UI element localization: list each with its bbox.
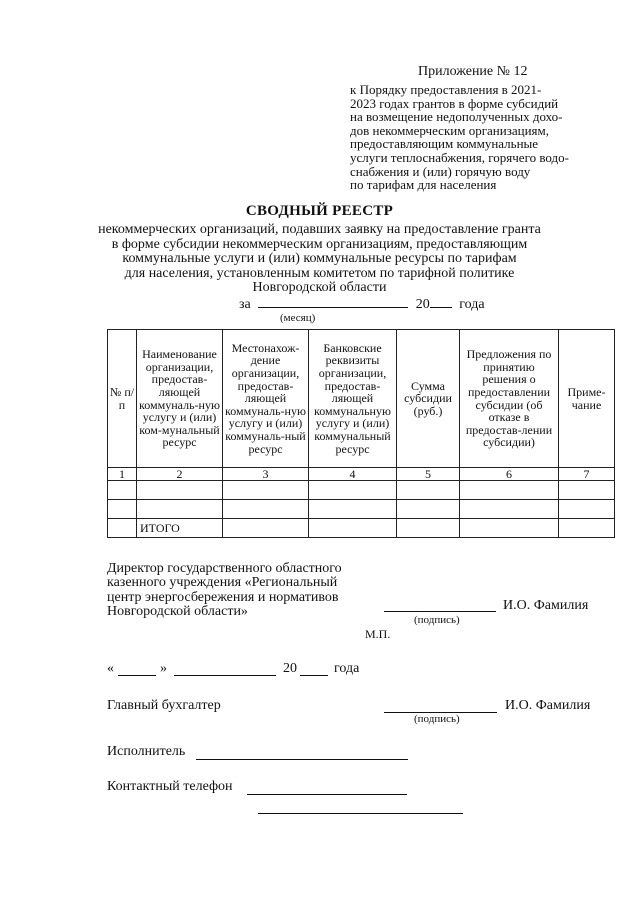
header-cell: № п/п: [108, 330, 137, 468]
director-line: Директор государственного областного: [107, 561, 342, 576]
table-cell[interactable]: [108, 500, 137, 519]
appendix-title: Приложение № 12: [418, 64, 528, 79]
appendix-line: к Порядку предоставления в 2021-: [350, 82, 542, 97]
director-line: казенного учреждения «Региональный: [107, 575, 338, 591]
column-number: 5: [397, 468, 460, 481]
appendix-line: 2023 годах грантов в форме субсидий: [350, 95, 559, 111]
date-close-quote: »: [160, 661, 167, 676]
subtitle-line: Новгородской области: [252, 280, 387, 296]
column-number-row: [108, 468, 615, 481]
accountant-signature-caption: (подпись): [414, 713, 460, 725]
date-month-blank[interactable]: [174, 675, 276, 676]
table-cell[interactable]: [397, 500, 460, 519]
executor-label: Исполнитель: [107, 744, 186, 759]
month-caption: (месяц): [280, 312, 316, 324]
director-signature-caption: (подпись): [414, 614, 460, 626]
day-blank[interactable]: [118, 675, 156, 676]
table-cell[interactable]: [397, 481, 460, 500]
document-subtitle: [0, 223, 639, 296]
table-cell[interactable]: [559, 481, 615, 500]
header-cell: Местонахож-дение организации, предостав-ляющей коммуналь-ную услугу и (или) коммуналь-ный ресурс: [223, 330, 309, 468]
column-number: 7: [559, 468, 615, 481]
date-year-suffix: года: [334, 661, 360, 676]
document-title: СВОДНЫЙ РЕЕСТР: [245, 203, 394, 219]
table-cell[interactable]: [559, 500, 615, 519]
table-cell[interactable]: [309, 500, 397, 519]
director-signature-line[interactable]: [384, 611, 496, 612]
column-number: 2: [137, 468, 223, 481]
month-blank[interactable]: [258, 293, 408, 308]
subtitle-line: в форме субсидии некоммерческим организациям, предоставляющим: [111, 236, 528, 252]
closing-separator: [258, 813, 463, 814]
table-cell[interactable]: [309, 481, 397, 500]
table-cell[interactable]: [559, 519, 615, 538]
header-cell: Предложения по принятию решения о предоставлении субсидии (об отказе в предостав-лении субсидии): [460, 330, 559, 468]
total-row: [108, 519, 615, 538]
director-line: центр энергосбережения и нормативов: [107, 589, 339, 605]
stamp-label: М.П.: [365, 627, 391, 641]
table-cell[interactable]: [108, 519, 137, 538]
period-prefix: за: [239, 297, 251, 312]
period-year-prefix: 20: [415, 297, 430, 312]
table-cell[interactable]: [223, 481, 309, 500]
subtitle-line: коммунальные услуги и (или) коммунальные ресурсы по тарифам: [122, 251, 517, 267]
subtitle-line: для населения, установленным комитетом по тарифной политике: [124, 265, 515, 281]
table-cell[interactable]: [223, 519, 309, 538]
column-number: 4: [309, 468, 397, 481]
total-label: ИТОГО: [137, 519, 223, 538]
director-line: Новгородской области»: [107, 604, 248, 620]
appendix-line: предоставляющим коммунальные: [350, 136, 539, 152]
director-title: [107, 562, 342, 620]
appendix-line: дов некоммерческим организациям,: [350, 122, 549, 138]
subtitle-line: некоммерческих организаций, подавших заявку на предоставление гранта: [98, 222, 541, 237]
appendix-line: услуги теплоснабжения, горячего водо-: [350, 149, 569, 165]
appendix-line: снабжения и (или) горячую воду: [350, 163, 531, 179]
phone-label: Контактный телефон: [107, 779, 233, 794]
date-year-prefix: 20: [283, 661, 297, 676]
table-cell[interactable]: [223, 500, 309, 519]
table-cell[interactable]: [397, 519, 460, 538]
table-cell[interactable]: [460, 500, 559, 519]
phone-blank[interactable]: [247, 794, 407, 795]
appendix-text: [350, 83, 600, 192]
table-row: [108, 481, 615, 500]
table-row: [108, 500, 615, 519]
period-line: [239, 293, 485, 313]
date-year-blank[interactable]: [300, 675, 328, 676]
period-year-suffix: года: [459, 297, 485, 312]
accountant-label: Главный бухгалтер: [107, 698, 221, 713]
appendix-line: на возмещение недополученных дохо-: [350, 109, 563, 125]
header-cell: Банковские реквизиты организации, предостав-ляющей коммунальную услугу и (или) коммунальный ресурс: [309, 330, 397, 468]
table-cell[interactable]: [460, 519, 559, 538]
executor-blank[interactable]: [196, 759, 408, 760]
table-cell[interactable]: [309, 519, 397, 538]
header-cell: Сумма субсидии (руб.): [397, 330, 460, 468]
table-cell[interactable]: [137, 500, 223, 519]
accountant-name: И.О. Фамилия: [505, 698, 591, 713]
table-cell[interactable]: [108, 481, 137, 500]
appendix-line: по тарифам для населения: [350, 177, 497, 193]
date-open-quote: «: [107, 661, 114, 676]
table-header-row: [108, 330, 615, 468]
year-blank[interactable]: [430, 293, 452, 308]
header-cell: Наименование организации, предостав-ляющей коммуналь-ную услугу и (или) ком-мунальный ресурс: [137, 330, 223, 468]
column-number: 6: [460, 468, 559, 481]
table-cell[interactable]: [137, 481, 223, 500]
column-number: 3: [223, 468, 309, 481]
header-cell: Приме-чание: [559, 330, 615, 468]
table-cell[interactable]: [460, 481, 559, 500]
director-name: И.О. Фамилия: [503, 598, 589, 613]
column-number: 1: [108, 468, 137, 481]
register-table: [107, 329, 615, 538]
